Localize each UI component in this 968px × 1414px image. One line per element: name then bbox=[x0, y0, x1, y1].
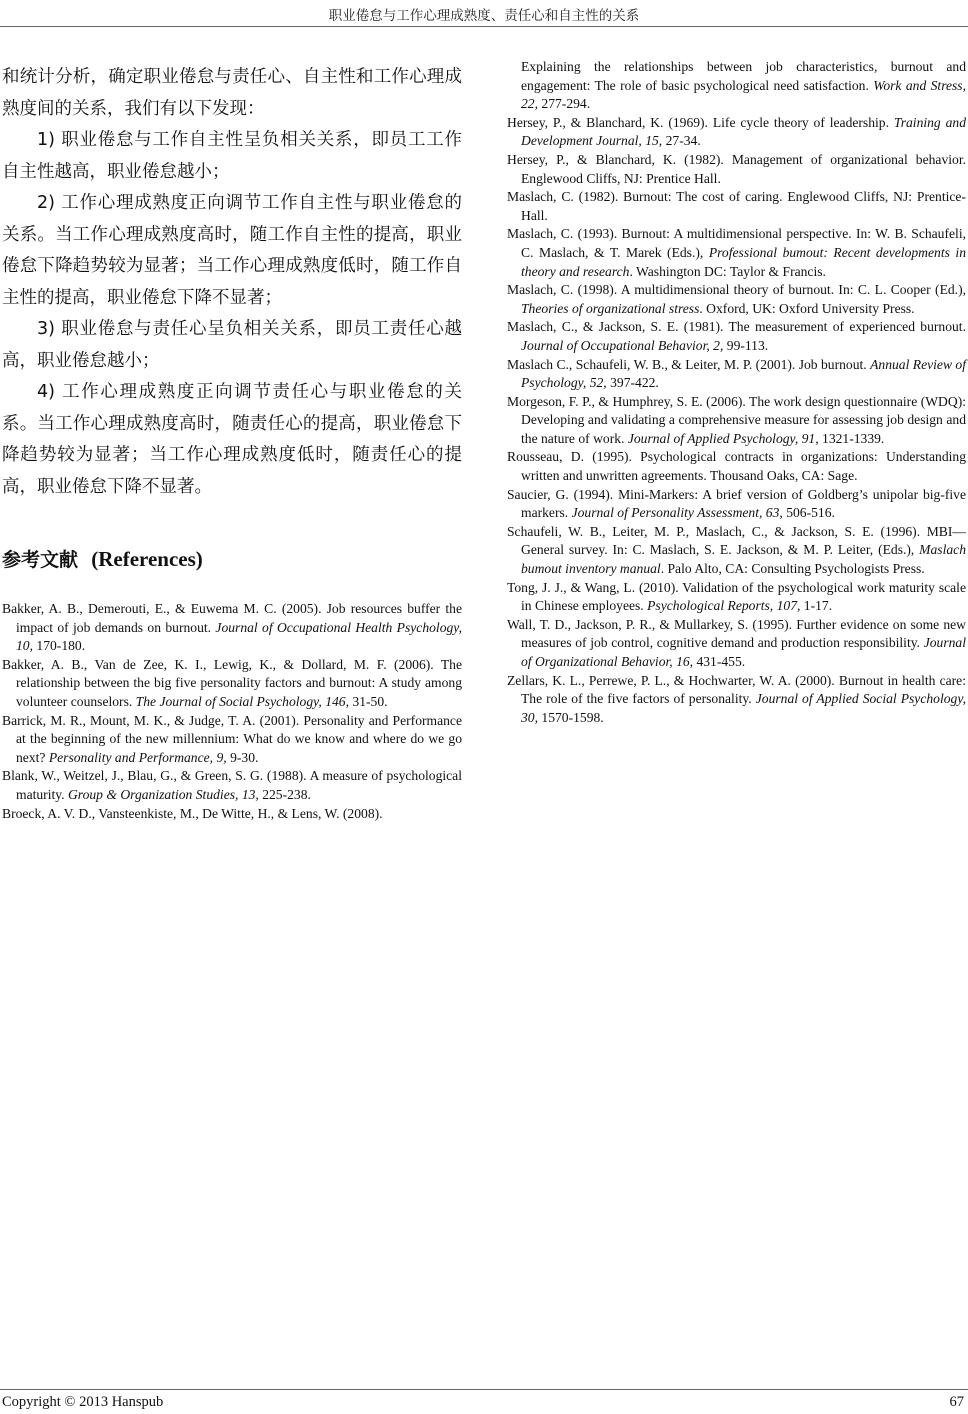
reference-entry: Saucier, G. (1994). Mini-Markers: A brief version of Goldberg’s unipolar big-five markers. Journal of Personality Assessment, 63, 506-516. bbox=[507, 486, 966, 521]
reference-entry: Broeck, A. V. D., Vansteenkiste, M., De Witte, H., & Lens, W. (2008). bbox=[2, 805, 383, 821]
reference-list-right bbox=[507, 58, 966, 727]
finding-2: 2) 工作心理成熟度正向调节工作自主性与职业倦怠的关系。当工作心理成熟度高时，随工作自主性的提高，职业倦怠下降趋势较为显著；当工作心理成熟度低时，随工作自主性的提高，职业倦怠下降不显著； bbox=[2, 193, 462, 308]
reference-entry: Hersey, P., & Blanchard, K. (1969). Life cycle theory of leadership. Training and Development Journal, 15, 27-34. bbox=[507, 114, 967, 149]
right-column bbox=[507, 58, 966, 727]
page-number: 67 bbox=[949, 1394, 964, 1410]
reference-entry: Hersey, P., & Blanchard, K. (1982). Management of organizational behavior. Englewood Cliffs, NJ: Prentice Hall. bbox=[507, 151, 966, 186]
finding-3: 3) 职业倦怠与责任心呈负相关关系，即员工责任心越高，职业倦怠越小； bbox=[2, 319, 462, 371]
reference-entry: Maslach C., Schaufeli, W. B., & Leiter, M. P. (2001). Job burnout. Annual Review of Psychology, 52, 397-422. bbox=[507, 356, 967, 391]
reference-entry: Morgeson, F. P., & Humphrey, S. E. (2006). The work design questionnaire (WDQ): Developing and validating a comprehensive measure for assessing job design and the nature of work. Journal of Applied Psychology, 91, 1321-1339. bbox=[507, 393, 966, 446]
reference-entry: Maslach, C. (1993). Burnout: A multidimensional perspective. In: W. B. Schaufeli, C. Maslach, & T. Marek (Eds.), Professional bumout: Recent developments in theory and research. Washington DC: Taylor & Francis. bbox=[507, 226, 966, 279]
references-heading-en: (References) bbox=[91, 547, 203, 571]
reference-entry: Maslach, C., & Jackson, S. E. (1981). The measurement of experienced burnout. Journal of Occupational Behavior, 2, 99-113. bbox=[507, 319, 966, 353]
reference-entry: Blank, W., Weitzel, J., Blau, G., & Green, S. G. (1988). A measure of psychological maturity. Group & Organization Studies, 13, 225-238. bbox=[2, 768, 462, 802]
copyright-notice: Copyright © 2013 Hanspub bbox=[2, 1394, 164, 1410]
left-column bbox=[2, 62, 462, 823]
reference-entry: Maslach, C. (1982). Burnout: The cost of caring. Englewood Cliffs, NJ: Prentice-Hall. bbox=[507, 189, 966, 223]
finding-1: 1) 职业倦怠与工作自主性呈负相关关系，即员工工作自主性越高，职业倦怠越小； bbox=[2, 130, 462, 182]
reference-entry: Barrick, M. R., Mount, M. K., & Judge, T. A. (2001). Personality and Performance at the beginning of the new millennium: What do we know and where do we go next? Personality and Performance, 9, 9-30. bbox=[2, 712, 462, 765]
header-rule bbox=[0, 26, 968, 27]
reference-entry: Bakker, A. B., Demerouti, E., & Euwema M. C. (2005). Job resources buffer the impact of job demands on burnout. Journal of Occupational Health Psychology, 10, 170-180. bbox=[2, 601, 462, 654]
reference-entry-continued: Explaining the relationships between job characteristics, burnout and engagement: The role of basic psychological need satisfaction. Work and Stress, 22, 277-294. bbox=[521, 59, 966, 112]
footer-rule bbox=[0, 1389, 968, 1390]
reference-list-left bbox=[2, 600, 462, 823]
reference-entry: Bakker, A. B., Van de Zee, K. I., Lewig, K., & Dollard, M. F. (2006). The relationship between the big five personality factors and burnout: A study among volunteer counselors. The Journal of Social Psychology, 146, 31-50. bbox=[2, 656, 462, 709]
reference-entry: Tong, J. J., & Wang, L. (2010). Validation of the psychological work maturity scale in Chinese employees. Psychological Reports, 107, 1-17. bbox=[507, 579, 966, 614]
references-heading bbox=[2, 545, 462, 574]
body-paragraph: 和统计分析，确定职业倦怠与责任心、自主性和工作心理成熟度间的关系，我们有以下发现： bbox=[2, 67, 462, 119]
reference-entry: Schaufeli, W. B., Leiter, M. P., Maslach, C., & Jackson, S. E. (1996). MBI—General survey. In: C. Maslach, S. E. Jackson, & M. P. Leiter, (Eds.), Maslach bumout inventory manual. Palo Alto, CA: Consulting Psychologists Press. bbox=[507, 523, 966, 577]
reference-entry: Zellars, K. L., Perrewe, P. L., & Hochwarter, W. A. (2000). Burnout in health care: The role of the five factors of personality. Journal of Applied Social Psychology, 30, 1570-1598. bbox=[507, 672, 966, 725]
running-header: 职业倦怠与工作心理成熟度、责任心和自主性的关系 bbox=[328, 8, 640, 24]
reference-entry: Maslach, C. (1998). A multidimensional theory of burnout. In: C. L. Cooper (Ed.), Theories of organizational stress. Oxford, UK: Oxford University Press. bbox=[507, 282, 966, 316]
reference-entry: Rousseau, D. (1995). Psychological contracts in organizations: Understanding written and unwritten agreements. Thousand Oaks, CA: Sage. bbox=[507, 449, 966, 484]
references-heading-zh: 参考文献 bbox=[2, 549, 79, 571]
finding-4: 4) 工作心理成熟度正向调节责任心与职业倦怠的关系。当工作心理成熟度高时，随责任心的提高，职业倦怠下降趋势较为显著；当工作心理成熟度低时，随责任心的提高，职业倦怠下降不显著。 bbox=[2, 382, 462, 497]
reference-entry: Wall, T. D., Jackson, P. R., & Mullarkey, S. (1995). Further evidence on some new measures of job control, cognitive demand and production responsibility. Journal of Organizational Behavior, 16, 431-455. bbox=[507, 616, 966, 669]
